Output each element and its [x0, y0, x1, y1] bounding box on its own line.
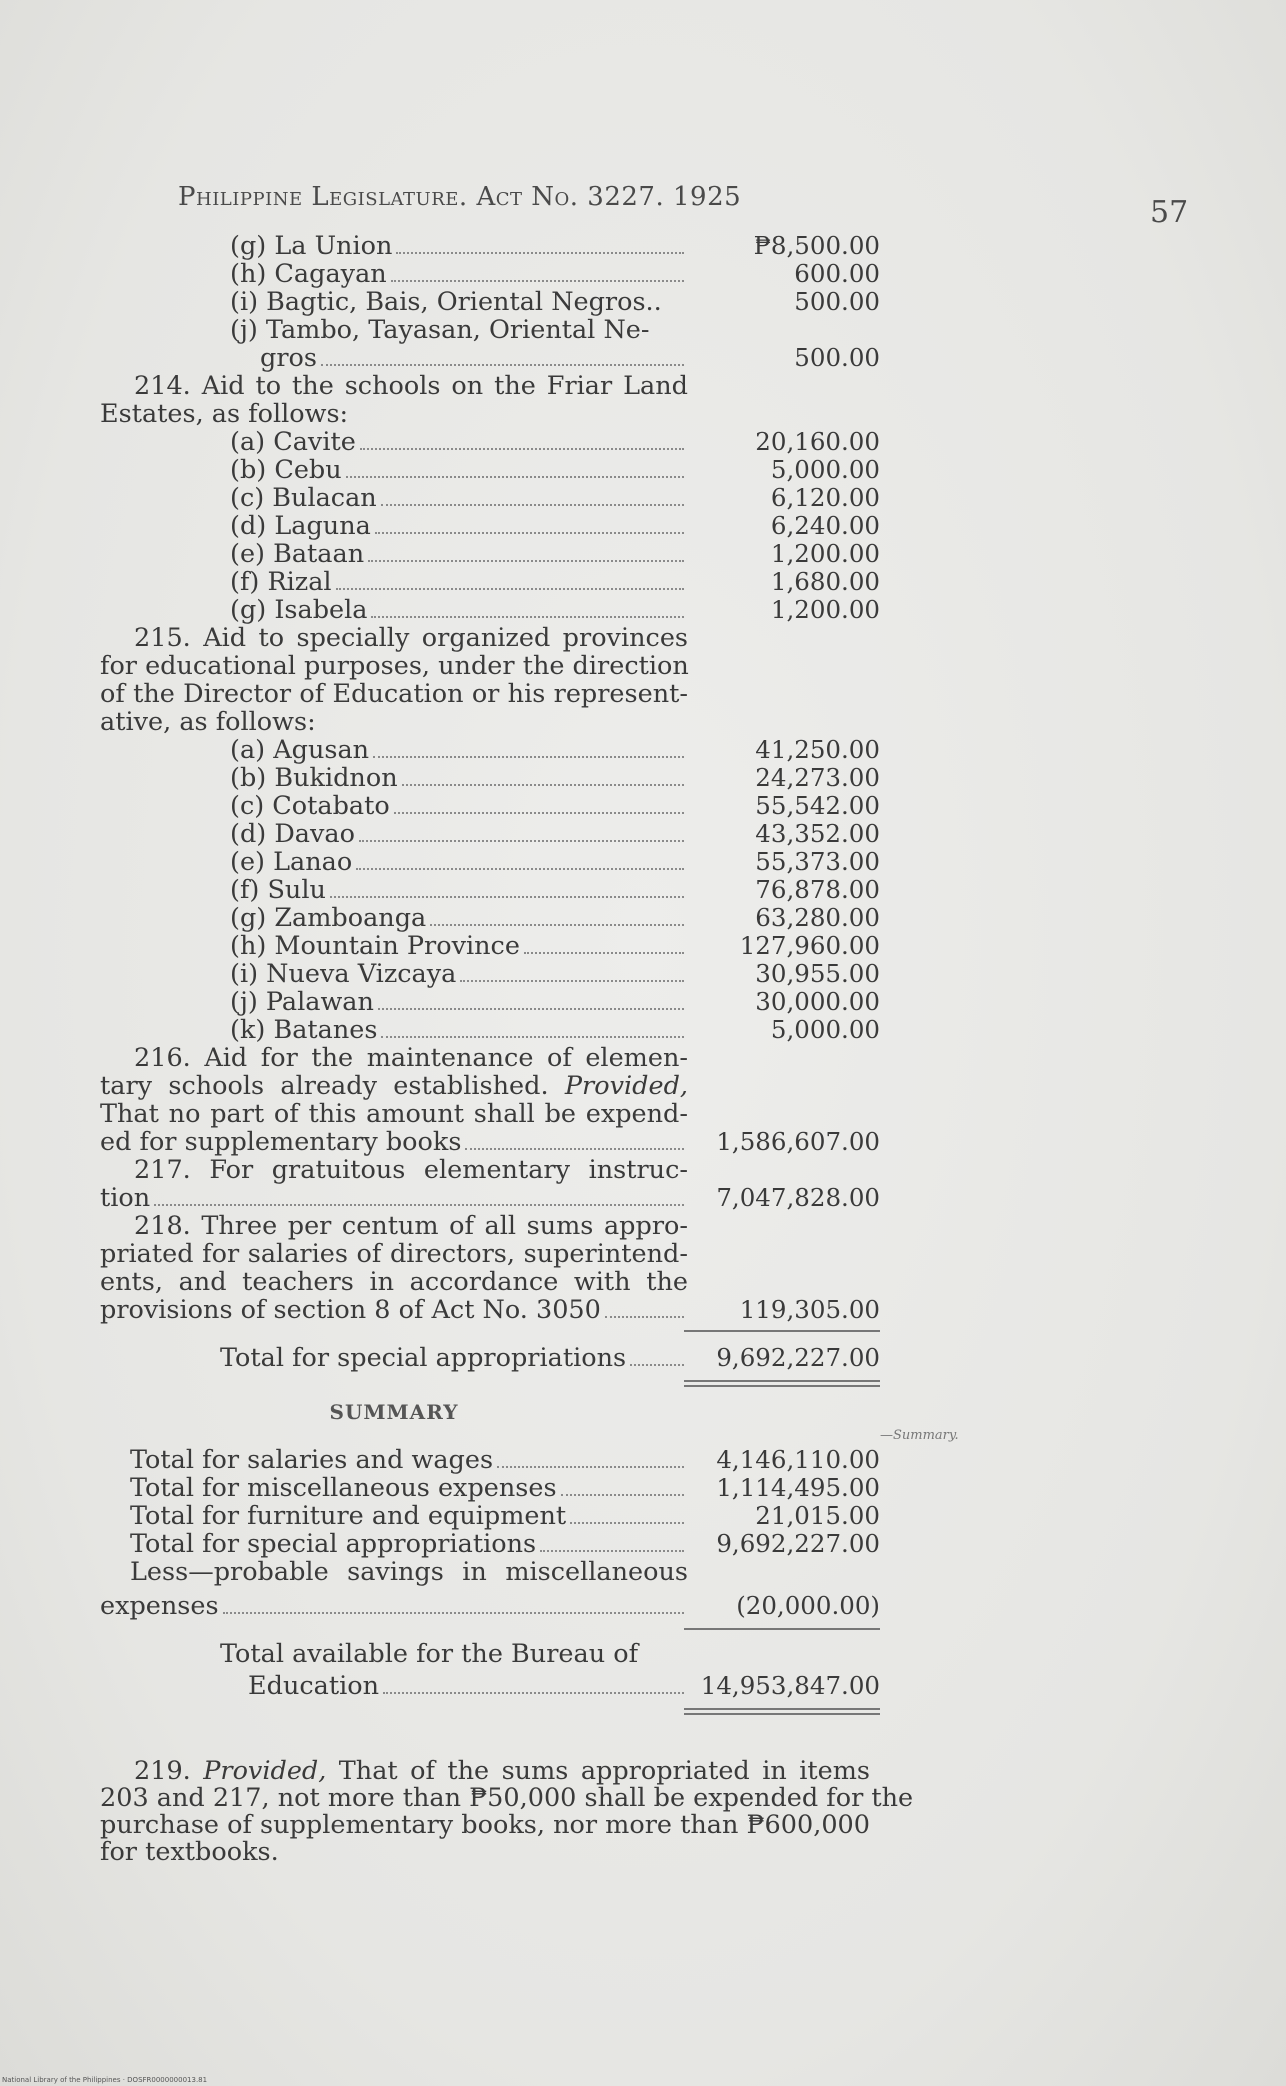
item-amount: 63,280.00 — [755, 903, 880, 932]
item-amount: 55,373.00 — [755, 847, 880, 876]
special-total-row: Total for special appropriations 9,692,227.00 — [220, 1343, 880, 1373]
rule — [684, 1330, 880, 1332]
list-item — [100, 960, 880, 988]
item-label: (c) Cotabato — [230, 791, 390, 821]
summary-title: SUMMARY — [329, 1400, 459, 1424]
item-amount: 76,878.00 — [755, 875, 880, 904]
list-item — [100, 904, 880, 932]
item-label: Total for special appropriations — [130, 1529, 537, 1559]
list-item: gros 500.00 — [260, 343, 880, 373]
item-label: (c) Bulacan — [230, 483, 377, 513]
item-label: (i) Nueva Vizcaya — [230, 959, 457, 989]
item-217: 217. For gratuitous elementary instruc- tion 7,047,828.00 — [100, 1155, 880, 1213]
list-item — [100, 792, 880, 820]
item-amount: 1,200.00 — [770, 539, 880, 568]
list-item — [100, 848, 880, 876]
item-amount: 6,120.00 — [770, 483, 880, 512]
double-rule — [684, 1380, 880, 1387]
list-item — [100, 1446, 880, 1474]
rule — [684, 1628, 880, 1630]
item-amount: 24,273.00 — [755, 763, 880, 792]
list-item — [100, 764, 880, 792]
item-amount: 41,250.00 — [755, 735, 880, 764]
item-label: (b) Bukidnon — [230, 763, 398, 793]
footer-source: National Library of the Philippines · DOSFR0000000013.81 — [2, 2076, 208, 2084]
item-label: (a) Cavite — [230, 427, 356, 457]
list-item: (g) La Union ₱8,500.00 — [230, 231, 880, 261]
double-rule — [684, 1708, 880, 1715]
list-item — [100, 512, 880, 540]
item-label: (e) Lanao — [230, 847, 353, 877]
item-218: 218. Three per centum of all sums appro- priated for salaries of directors, superintend- ents, and teachers in accordance with the provisions of section 8 of Act No. 3050 119,305.00 — [100, 1211, 880, 1325]
list-item — [100, 1502, 880, 1530]
item-amount: 9,692,227.00 — [716, 1529, 880, 1558]
item-label: (b) Cebu — [230, 455, 342, 485]
list-item — [100, 1474, 880, 1502]
list-item — [100, 596, 880, 624]
list-item — [100, 1530, 880, 1558]
list-item — [100, 456, 880, 484]
list-item — [100, 428, 880, 456]
item-label: (d) Laguna — [230, 511, 371, 541]
item-amount: 6,240.00 — [770, 511, 880, 540]
item-amount: 30,000.00 — [755, 987, 880, 1016]
item-label: Total for salaries and wages — [130, 1445, 494, 1475]
list-item — [100, 736, 880, 764]
item-label: (g) Zamboanga — [230, 903, 427, 933]
item-amount: 55,542.00 — [755, 791, 880, 820]
list-item — [100, 932, 880, 960]
item-amount: 1,680.00 — [770, 567, 880, 596]
list-item: (i) Bagtic, Bais, Oriental Negros.. 500.00 — [230, 287, 880, 317]
item-label: (a) Agusan — [230, 735, 370, 765]
item-label: Total for furniture and equipment — [130, 1501, 567, 1531]
item-219: 219. Provided, That of the sums appropriated in items 203 and 217, not more than ₱50,000 shall be expended for the purchase of supplementary books, nor more than ₱600,000 for textbooks. — [100, 1756, 914, 1867]
item-label: (k) Batanes — [230, 1015, 378, 1045]
list-item — [100, 1016, 880, 1044]
list-item: (h) Cagayan 600.00 — [230, 259, 880, 289]
page-number: 57 — [1150, 195, 1189, 230]
item-label: Total for miscellaneous expenses — [130, 1473, 557, 1503]
item-214: 214. Aid to the schools on the Friar Land Estates, as follows: — [100, 371, 688, 429]
list-item — [100, 540, 880, 568]
grand-total: Total available for the Bureau of Education 14,953,847.00 — [220, 1639, 880, 1701]
item-amount: 127,960.00 — [739, 931, 880, 960]
list-item — [100, 876, 880, 904]
item-216: 216. Aid for the maintenance of elemen- tary schools already established. Provided, That no part of this amount shall be expend- ed for supplementary books 1,586,607.00 — [100, 1043, 880, 1157]
list-item — [100, 484, 880, 512]
list-item — [100, 820, 880, 848]
item-label: (j) Palawan — [230, 987, 374, 1017]
item-amount: 5,000.00 — [770, 455, 880, 484]
item-amount: 1,200.00 — [770, 595, 880, 624]
less-savings: Less—probable savings in miscellaneous expenses (20,000.00) — [100, 1557, 880, 1621]
item-label: (f) Sulu — [230, 875, 326, 905]
list-item — [100, 568, 880, 596]
item-amount: 43,352.00 — [755, 819, 880, 848]
item-amount: 30,955.00 — [755, 959, 880, 988]
item-amount: 21,015.00 — [755, 1501, 880, 1530]
item-label: (f) Rizal — [230, 567, 332, 597]
item-label: (e) Bataan — [230, 539, 365, 569]
running-head: Philippine Legislature. Act No. 3227. 1925 — [178, 182, 742, 212]
item-amount: 4,146,110.00 — [716, 1445, 880, 1474]
appropriations-list — [100, 232, 880, 1720]
item-amount: 1,114,495.00 — [716, 1473, 880, 1502]
margin-note: —Summary. — [880, 1428, 959, 1443]
list-item — [100, 988, 880, 1016]
item-label: (d) Davao — [230, 819, 355, 849]
list-item: (j) Tambo, Tayasan, Oriental Ne- — [230, 315, 650, 345]
item-215: 215. Aid to specially organized provinces for educational purposes, under the direction of the Director of Education or his represent- ative, as follows: — [100, 623, 689, 737]
item-amount: 20,160.00 — [755, 427, 880, 456]
item-amount: 5,000.00 — [770, 1015, 880, 1044]
item-label: (g) Isabela — [230, 595, 368, 625]
item-label: (h) Mountain Province — [230, 931, 520, 961]
